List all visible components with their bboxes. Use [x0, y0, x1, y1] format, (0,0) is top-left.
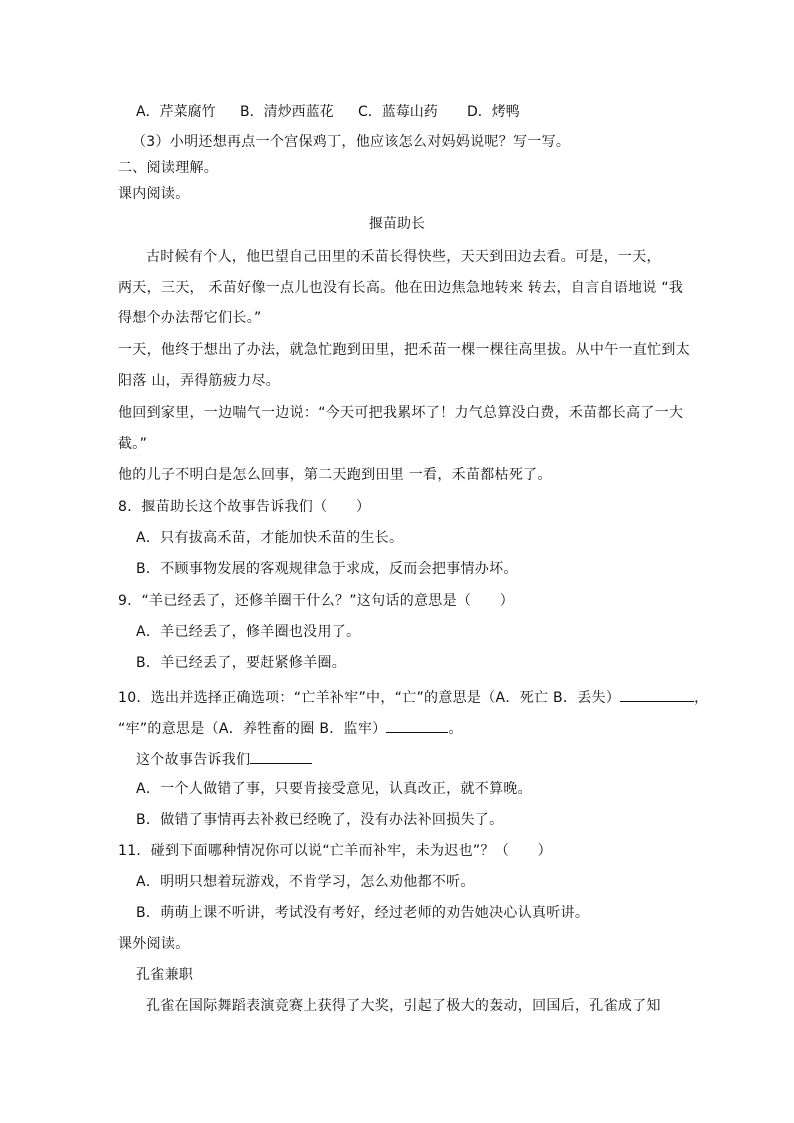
q10-answer-blank-1[interactable] — [620, 687, 694, 702]
q8-stem: 8．揠苗助长这个故事告诉我们（ ） — [118, 499, 371, 515]
q11-option-a: A．明明只想着玩游戏，不肯学习，怎么劝他都不听。 — [136, 874, 475, 890]
q11-option-b: B．萌萌上课不听讲，考试没有考好，经过老师的劝告她决心认真听讲。 — [136, 905, 590, 921]
q7-option-d: D．烤鸭 — [467, 104, 520, 120]
q10-line3 — [136, 749, 312, 769]
q10-answer-blank-2[interactable] — [386, 718, 448, 733]
story1-p4: 他的儿子不明白是怎么回事，第二天跑到田里 一看，禾苗都枯死了。 — [118, 467, 552, 483]
story1-p3-line1: 他回到家里，一边喘气一边说：“今天可把我累坏了！力气总算没白费，禾苗都长高了一大 — [118, 405, 684, 421]
q10-line3-text: 这个故事告诉我们 — [136, 752, 251, 768]
q10-line2-end: 。 — [448, 721, 463, 737]
story1-p1-line1: 古时候有个人，他巴望自己田里的禾苗长得快些，天天到田边去看。可是，一天， — [146, 249, 661, 265]
story1-p1-line2: 两天，三天， 禾苗好像一点儿也没有长高。他在田边焦急地转来 转去，自言自语地说 “我 — [118, 280, 684, 296]
outclass-reading-label: 课外阅读。 — [118, 936, 190, 952]
story2-p1-line1: 孔雀在国际舞蹈表演竞赛上获得了大奖，引起了极大的轰动，回国后，孔雀成了知 — [146, 998, 661, 1014]
q10-line2 — [118, 718, 463, 738]
q10-line1 — [118, 687, 708, 707]
q7-option-b: B．清炒西蓝花 — [240, 104, 334, 120]
section-title: 二、阅读理解。 — [118, 160, 219, 176]
q10-answer-blank-3[interactable] — [250, 749, 312, 764]
q7-part3: （3）小明还想再点一个宫保鸡丁，他应该怎么对妈妈说呢？写一写。 — [132, 134, 571, 150]
q8-option-a: A．只有拔高禾苗，才能加快禾苗的生长。 — [136, 530, 404, 546]
q9-option-b: B．羊已经丢了，要赶紧修羊圈。 — [136, 655, 347, 671]
q7-option-a: A．芹菜腐竹 — [136, 104, 216, 120]
story1-p1-line3: 得想个办法帮它们长。” — [118, 310, 262, 326]
story1-p2-line2: 阳落 山，弄得筋疲力尽。 — [118, 373, 281, 389]
q8-option-b: B．不顾事物发展的客观规律急于求成，反而会把事情办坏。 — [136, 561, 518, 577]
q9-stem: 9．“羊已经丢了，还修羊圈干什么？”这句话的意思是（ ） — [118, 593, 515, 609]
q7-option-c: C．蓝莓山药 — [358, 104, 438, 120]
q10-line1-end: ， — [694, 690, 709, 706]
q10-option-b: B．做错了事情再去补救已经晚了，没有办法补回损失了。 — [136, 812, 504, 828]
story1-title: 揠苗助长 — [369, 216, 425, 232]
q10-option-a: A．一个人做错了事，只要肯接受意见，认真改正，就不算晚。 — [136, 781, 532, 797]
q9-option-a: A．羊已经丢了，修羊圈也没用了。 — [136, 624, 361, 640]
q11-stem: 11．碰到下面哪种情况你可以说“亡羊而补牢，未为迟也”？（ ） — [118, 843, 552, 859]
story1-p3-line2: 截。” — [118, 436, 148, 452]
inclass-reading-label: 课内阅读。 — [118, 186, 190, 202]
story1-p2-line1: 一天，他终于想出了办法，就急忙跑到田里，把禾苗一棵一棵往高里拔。从中午一直忙到太 — [118, 342, 690, 358]
story2-title: 孔雀兼职 — [136, 967, 194, 983]
q10-line2-text: “牢”的意思是（A．养牲畜的圈 B．监牢） — [118, 721, 387, 737]
q10-line1-text: 10．选出并选择正确选项：“亡羊补牢”中，“亡”的意思是（A．死亡 B．丢失） — [118, 690, 621, 706]
